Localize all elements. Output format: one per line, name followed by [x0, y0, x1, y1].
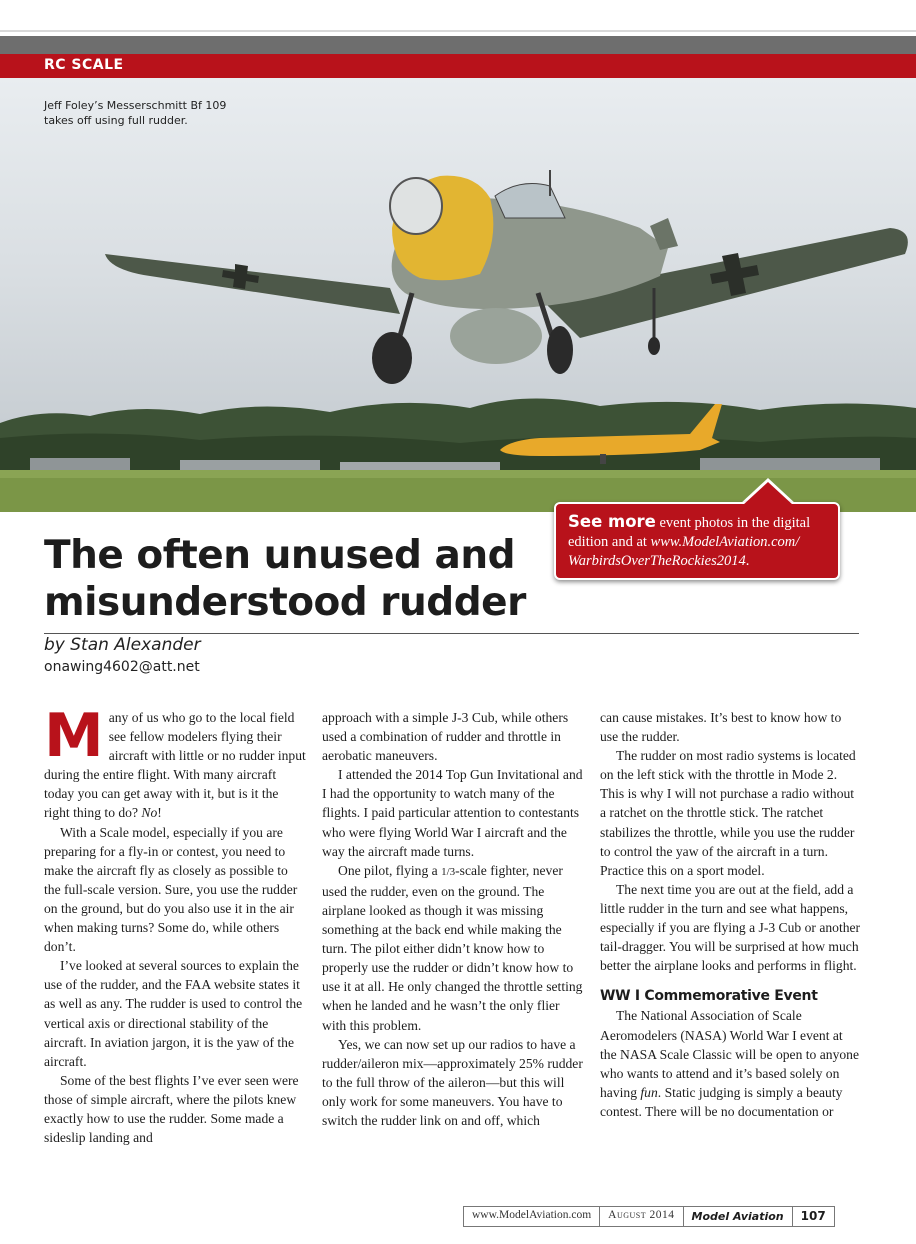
article-column-1 — [44, 701, 306, 1147]
paragraph: I attended the 2014 Top Gun Invitational and I had the opportunity to watch many of the flights. I paid particular attention to contestants who were flying World War I aircraft and the way the aircraft made turns. — [322, 767, 583, 859]
paragraph: The rudder on most radio systems is located on the left stick with the throttle in Mode 2. This is why I will not purchase a radio without a ratchet on the throttle stick. The ratchet stabilizes the throttle, while you use the rudder to control the yaw of the aircraft in a turn. Practice this on a sport model. — [600, 748, 856, 878]
photo-caption — [44, 98, 226, 128]
callout-link[interactable]: www.ModelAviation.com/ WarbirdsOverTheRockies2014 — [568, 534, 800, 569]
section-header-bar — [0, 54, 916, 78]
paragraph: Yes, we can now set up our radios to have a rudder/aileron mix—approximately 25% rudder to the full throw of the aileron—but this will only work for some maneuvers. You have to switch the rudder link on and off, which — [322, 1036, 583, 1128]
page-footer — [463, 1206, 835, 1227]
fraction: 1/3 — [441, 865, 456, 878]
section-label: RC SCALE — [44, 57, 124, 73]
headline-rule — [44, 633, 859, 634]
top-rule — [0, 30, 916, 32]
header-grey-bar — [0, 36, 916, 54]
paragraph: Many of us who go to the local field see fellow modelers flying their aircraft with little or no rudder input during the entire flight. With many aircraft today you can get away with it, but is it the right thing to do? No! — [44, 701, 306, 821]
feature-photo — [0, 78, 916, 512]
callout-pointer-fill — [743, 482, 793, 505]
paragraph: One pilot, flying a 1/3-scale fighter, never used the rudder, even on the ground. The airplane looked as though it was missing something at the back end while making the turn. The pilot either didn’t know how to properly use the rudder or didn’t know how to use it at all. He only changed the throttle setting when he landed and he wasn’t the only flier with this problem. — [322, 862, 583, 1033]
callout-period: . — [745, 553, 750, 569]
paragraph: The next time you are out at the field, add a little rudder in the turn and see what happens, especially if you are flying a J-3 Cub or another tail-dragger. You will be surprised at how much better the airplane looks and performs in flight. — [600, 881, 861, 974]
author-email[interactable]: onawing4602@att.net — [44, 659, 200, 675]
paragraph: I’ve looked at several sources to explain the use of the rudder, and the FAA website states it as well as any. The rudder is used to control the vertical axis or directional stability of the aircraft. In aviation jargon, it is the yaw of the aircraft. — [44, 958, 303, 1069]
footer-issue-date: August 2014 — [600, 1207, 683, 1226]
caption-line: takes off using full rudder. — [44, 114, 188, 127]
paragraph: With a Scale model, especially if you are preparing for a fly-in or contest, you need to make the aircraft fly as closely as possible to the full-scale version. Sure, you use the rudder on the ground, but do you also use it in the air when making turns? Some do, while others don’t. — [44, 824, 298, 955]
article-column-3 — [600, 708, 862, 1121]
callout-text: event photos in the digital edition and at — [568, 515, 811, 550]
paragraph: approach with a simple J-3 Cub, while others used a combination of rudder and throttle in aerobatic maneuvers. — [322, 710, 569, 764]
page-number: 107 — [800, 1209, 826, 1223]
airplane-photo-illustration — [0, 78, 916, 512]
footer-magazine-name: Model Aviation — [684, 1207, 793, 1226]
paragraph: The National Association of Scale Aeromodelers (NASA) World War I event at the NASA Scale Classic will be open to anyone who wants to attend and it’s based solely on having fun. Static judging is simply a beauty contest. There will be no documentation or — [600, 1008, 859, 1119]
callout-lead: See more — [568, 512, 656, 531]
see-more-callout[interactable] — [554, 502, 840, 580]
footer-website[interactable]: www.ModelAviation.com — [464, 1207, 600, 1226]
paragraph: Some of the best flights I’ve ever seen were those of simple aircraft, where the pilots knew exactly how to use the rudder. Some made a sideslip landing and — [44, 1072, 299, 1146]
paragraph: can cause mistakes. It’s best to know how to use the rudder. — [600, 710, 842, 745]
subheading: WW I Commemorative Event — [600, 988, 818, 1005]
caption-line: Jeff Foley’s Messerschmitt Bf 109 — [44, 99, 227, 112]
article-headline: The often unused and misunderstood rudder — [44, 533, 526, 625]
article-column-2 — [322, 708, 584, 1130]
article-byline: by Stan Alexander — [44, 635, 201, 655]
drop-cap: M — [44, 701, 104, 771]
